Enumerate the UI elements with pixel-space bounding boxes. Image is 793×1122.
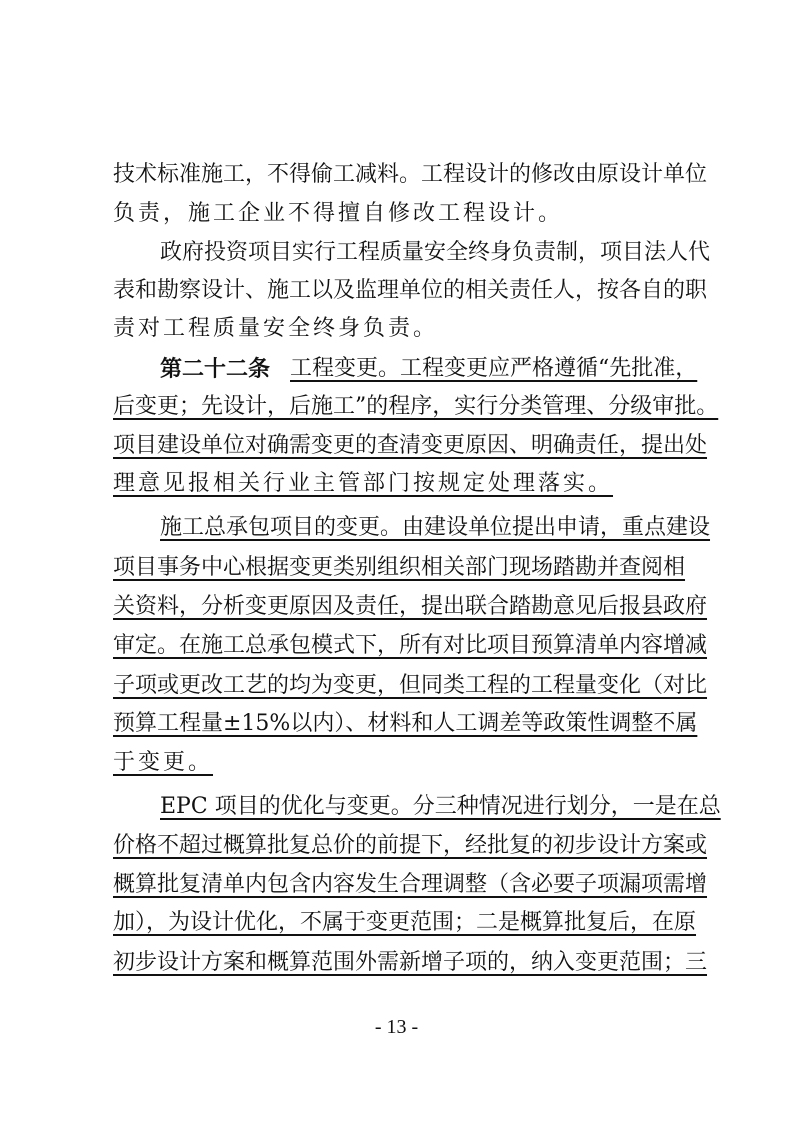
page-number: - 13 -	[374, 1016, 419, 1038]
text-line: 预算工程量±15%以内）、材料和人工调差等政策性调整不属	[113, 711, 698, 736]
text-line: 审定。在施工总承包模式下，所有对比项目预算清单内容增减	[113, 633, 708, 658]
text-line: 初步设计方案和概算范围外需新增子项的，纳入变更范围；三	[113, 950, 708, 975]
text-line: 项目建设单位对确需变更的查清变更原因、明确责任，提出处	[113, 433, 708, 458]
article-label: 第二十二条	[160, 356, 271, 382]
text-line: 于变更。	[113, 750, 214, 775]
text-line: 后变更；先设计，后施工”的程序，实行分类管理、分级审批。	[113, 394, 719, 419]
text-line: 关资料，分析变更原因及责任，提出联合踏勘意见后报县政府	[113, 594, 708, 619]
text-line: 价格不超过概算批复总价的前提下，经批复的初步设计方案或	[113, 833, 708, 858]
text-line: 工程变更。工程变更应严格遵循“先批准，	[290, 356, 698, 381]
text-line: 项目事务中心根据变更类别组织相关部门现场踏勘并查阅相	[113, 555, 686, 580]
text-line: EPC 项目的优化与变更。分三种情况进行划分，一是在总	[160, 794, 721, 819]
text-line: 技术标准施工，不得偷工减料。工程设计的修改由原设计单位	[113, 162, 708, 187]
text-line: 负责，施工企业不得擅自修改工程设计。	[113, 201, 564, 226]
text-line: 表和勘察设计、施工以及监理单位的相关责任人，按各自的职	[113, 278, 708, 303]
text-line: 子项或更改工艺的均为变更，但同类工程的工程量变化（对比	[113, 673, 708, 698]
text-line: 责对工程质量安全终身负责。	[113, 316, 439, 341]
text-line: 理意见报相关行业主管部门按规定处理落实。	[113, 471, 614, 496]
text-line: 概算批复清单内包含内容发生合理调整（含必要子项漏项需增	[113, 872, 708, 897]
article-heading-line	[160, 354, 698, 384]
text-line: 政府投资项目实行工程质量安全终身负责制，项目法人代	[160, 240, 711, 265]
text-line: 加），为设计优化，不属于变更范围；二是概算批复后，在原	[113, 910, 697, 935]
text-line: 施工总承包项目的变更。由建设单位提出申请，重点建设	[160, 515, 711, 540]
